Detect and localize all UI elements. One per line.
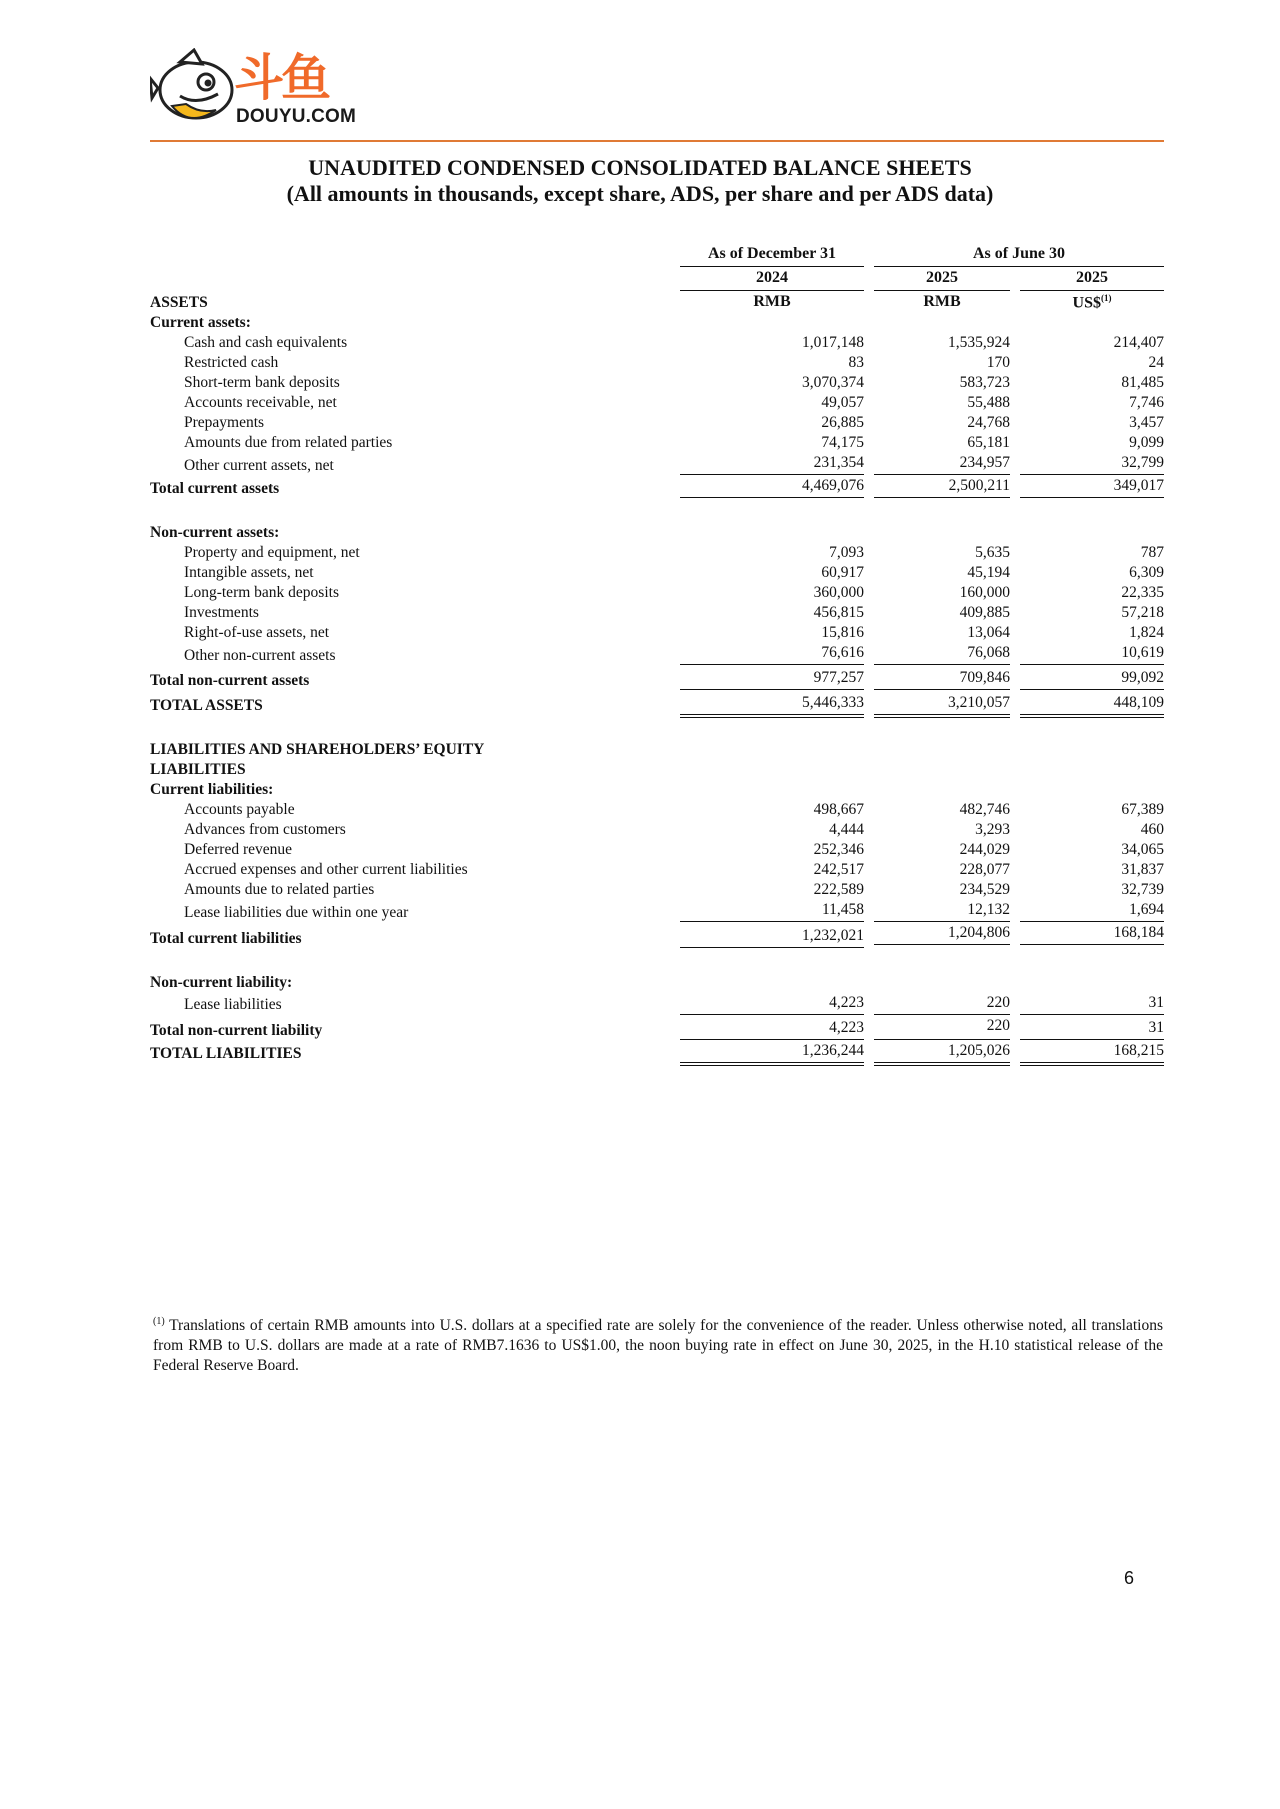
row-value: 214,407 (1113, 334, 1164, 351)
row-label: Amounts due to related parties (184, 881, 375, 898)
total-rule (680, 1039, 864, 1040)
row-value: 583,723 (959, 374, 1010, 391)
row-value: 12,132 (967, 901, 1010, 918)
row-value: 242,517 (813, 861, 864, 878)
row-value: 349,017 (1113, 477, 1164, 494)
footnote (153, 1312, 1163, 1376)
row-label: Accrued expenses and other current liabilities (184, 861, 468, 878)
row-value: 65,181 (967, 434, 1010, 451)
row-value: 32,799 (1121, 454, 1164, 471)
logo-chinese-text: 斗鱼 (234, 49, 328, 107)
row-value: 1,236,244 (802, 1042, 864, 1059)
row-value: 3,210,057 (948, 694, 1010, 711)
subtotal-rule (874, 1014, 1010, 1015)
row-value: 83 (848, 354, 864, 371)
row-label: Other non-current assets (184, 647, 336, 664)
row-value: 22,335 (1121, 584, 1164, 601)
row-value: 34,065 (1121, 841, 1164, 858)
footnote-mark: (1) (1100, 293, 1112, 303)
total-noncurrent-assets-label: Total non-current assets (150, 672, 310, 689)
row-value: 1,694 (1129, 901, 1164, 918)
row-value: 709,846 (959, 669, 1010, 686)
row-value: 3,457 (1129, 414, 1164, 431)
row-label: Lease liabilities due within one year (184, 904, 409, 921)
row-value: 160,000 (959, 584, 1010, 601)
liabilities-heading: LIABILITIES (150, 761, 246, 778)
page-title: UNAUDITED CONDENSED CONSOLIDATED BALANCE SHEETS (308, 155, 972, 180)
header-rule (874, 266, 1164, 267)
subtotal-rule (874, 474, 1010, 475)
total-rule (1020, 689, 1164, 690)
total-rule (874, 689, 1010, 690)
row-value: 409,885 (959, 604, 1010, 621)
subtotal-rule (680, 1014, 864, 1015)
row-label: Short-term bank deposits (184, 374, 340, 391)
row-value: 49,057 (821, 394, 864, 411)
row-value: 4,223 (829, 1019, 864, 1036)
row-value: 76,068 (967, 644, 1010, 661)
total-rule (1020, 944, 1164, 945)
noncurrent-assets-heading: Non-current assets: (150, 524, 280, 541)
row-label: Prepayments (184, 414, 265, 431)
col-currency-3 (1020, 293, 1164, 312)
total-noncurrent-liability-label: Total non-current liability (150, 1022, 323, 1039)
row-value: 244,029 (959, 841, 1010, 858)
total-rule (1020, 497, 1164, 498)
row-value: 220 (986, 994, 1010, 1011)
row-value: 57,218 (1121, 604, 1164, 621)
row-value: 228,077 (959, 861, 1010, 878)
row-value: 6,309 (1129, 564, 1164, 581)
current-assets-heading: Current assets: (150, 314, 251, 331)
row-value: 2,500,211 (948, 477, 1010, 494)
row-label: Right-of-use assets, net (184, 624, 330, 641)
subtotal-rule (680, 921, 864, 922)
total-rule (680, 497, 864, 498)
noncurrent-liability-heading: Non-current liability: (150, 974, 293, 991)
row-value: 11,458 (821, 901, 864, 918)
row-value: 222,589 (813, 881, 864, 898)
row-value: 456,815 (813, 604, 864, 621)
row-value: 15,816 (821, 624, 864, 641)
row-value: 3,070,374 (802, 374, 864, 391)
logo-english-text: DOUYU.COM (236, 106, 357, 127)
row-value: 24 (1148, 354, 1164, 371)
fish-mascot-icon (150, 48, 242, 130)
row-label: Investments (184, 604, 259, 621)
douyu-logo (150, 48, 370, 130)
footnote-text: Translations of certain RMB amounts into U.S. dollars at a specified rate are solely for the convenience of the reader. Unless otherwise noted, all translations from RMB to U.S. dollars are made at a rate of RMB7.1636 to US$1.00, the noon buying rate in effect on June 30, 2025, in the H.10 statistical release of the Federal Reserve Board. (153, 1317, 1163, 1375)
double-rule (1020, 1065, 1164, 1066)
row-value: 74,175 (821, 434, 864, 451)
double-rule (874, 1062, 1010, 1063)
row-value: 460 (1140, 821, 1164, 838)
col-currency-2: RMB (923, 293, 961, 310)
header-rule (1020, 290, 1164, 291)
row-value: 31 (1148, 994, 1164, 1011)
page-subtitle: (All amounts in thousands, except share, ADS, per share and per ADS data) (286, 181, 994, 206)
header-rule (680, 290, 864, 291)
double-rule (1020, 714, 1164, 715)
total-assets-label: TOTAL ASSETS (150, 697, 263, 714)
row-value: 168,215 (1113, 1042, 1164, 1059)
double-rule (1020, 717, 1164, 718)
total-rule (680, 947, 864, 948)
row-value: 482,746 (959, 801, 1010, 818)
row-label: Accounts payable (184, 801, 295, 818)
subtotal-rule (1020, 921, 1164, 922)
col-year-3: 2025 (1076, 269, 1108, 286)
header-rule (680, 266, 864, 267)
liabilities-equity-heading: LIABILITIES AND SHAREHOLDERS’ EQUITY (150, 741, 485, 758)
row-label: Cash and cash equivalents (184, 334, 348, 351)
row-value: 10,619 (1121, 644, 1164, 661)
assets-heading: ASSETS (150, 294, 208, 311)
row-value: 76,616 (821, 644, 864, 661)
total-current-assets-label: Total current assets (150, 480, 280, 497)
row-value: 5,635 (975, 544, 1010, 561)
row-value: 13,064 (967, 624, 1010, 641)
total-rule (874, 497, 1010, 498)
row-value: 7,093 (829, 544, 864, 561)
row-value: 31,837 (1121, 861, 1164, 878)
row-value: 24,768 (967, 414, 1010, 431)
row-value: 1,824 (1129, 624, 1164, 641)
row-value: 4,223 (829, 994, 864, 1011)
double-rule (1020, 1062, 1164, 1063)
row-value: 1,205,026 (948, 1042, 1010, 1059)
row-value: 55,488 (967, 394, 1010, 411)
double-rule (874, 1065, 1010, 1066)
row-value: 45,194 (967, 564, 1010, 581)
total-liabilities-label: TOTAL LIABILITIES (150, 1045, 302, 1062)
currency-usd: US$ (1072, 294, 1101, 312)
row-label: Long-term bank deposits (184, 584, 339, 601)
double-rule (680, 1062, 864, 1063)
row-value: 787 (1140, 544, 1164, 561)
col-year-2: 2025 (926, 269, 958, 286)
row-value: 81,485 (1121, 374, 1164, 391)
total-rule (874, 944, 1010, 945)
row-value: 168,184 (1113, 924, 1164, 941)
total-rule (874, 1039, 1010, 1040)
row-label: Advances from customers (184, 821, 346, 838)
row-value: 99,092 (1121, 669, 1164, 686)
row-value: 4,444 (829, 821, 864, 838)
row-value: 67,389 (1121, 801, 1164, 818)
subtotal-rule (1020, 1014, 1164, 1015)
row-value: 5,446,333 (802, 694, 864, 711)
row-value: 32,739 (1121, 881, 1164, 898)
row-value: 977,257 (813, 669, 864, 686)
row-value: 1,017,148 (802, 334, 864, 351)
header-divider (150, 140, 1164, 142)
page-number: 6 (1124, 1568, 1135, 1588)
row-value: 170 (986, 354, 1010, 371)
row-label: Accounts receivable, net (184, 394, 337, 411)
row-value: 231,354 (813, 454, 864, 471)
row-value: 1,535,924 (948, 334, 1010, 351)
subtotal-rule (1020, 664, 1164, 665)
row-label: Amounts due from related parties (184, 434, 393, 451)
double-rule (680, 714, 864, 715)
row-value: 220 (986, 1017, 1010, 1034)
row-label: Restricted cash (184, 354, 279, 371)
total-rule (1020, 1039, 1164, 1040)
row-label: Lease liabilities (184, 996, 282, 1013)
row-label: Deferred revenue (184, 841, 292, 858)
row-value: 3,293 (975, 821, 1010, 838)
row-label: Other current assets, net (184, 457, 334, 474)
double-rule (874, 714, 1010, 715)
footnote-mark: (1) (153, 1316, 165, 1327)
row-value: 360,000 (813, 584, 864, 601)
row-value: 234,529 (959, 881, 1010, 898)
row-value: 9,099 (1129, 434, 1164, 451)
row-label: Property and equipment, net (184, 544, 360, 561)
row-value: 1,204,806 (948, 924, 1010, 941)
col-group-june: As of June 30 (972, 245, 1065, 262)
current-liabilities-heading: Current liabilities: (150, 781, 274, 798)
total-rule (680, 689, 864, 690)
row-value: 26,885 (821, 414, 864, 431)
row-value: 7,746 (1129, 394, 1164, 411)
header-rule (874, 290, 1010, 291)
col-group-december: As of December 31 (707, 245, 837, 262)
row-label: Intangible assets, net (184, 564, 314, 581)
col-currency-1: RMB (753, 293, 791, 310)
row-value: 31 (1148, 1019, 1164, 1036)
row-value: 60,917 (821, 564, 864, 581)
row-value: 498,667 (813, 801, 864, 818)
row-value: 252,346 (813, 841, 864, 858)
double-rule (680, 1065, 864, 1066)
subtotal-rule (680, 664, 864, 665)
col-year-1: 2024 (756, 269, 788, 286)
row-value: 4,469,076 (802, 477, 864, 494)
subtotal-rule (1020, 474, 1164, 475)
double-rule (874, 717, 1010, 718)
double-rule (680, 717, 864, 718)
row-value: 234,957 (959, 454, 1010, 471)
subtotal-rule (874, 664, 1010, 665)
total-current-liabilities-label: Total current liabilities (150, 930, 302, 947)
row-value: 1,232,021 (802, 927, 864, 944)
subtotal-rule (680, 474, 864, 475)
row-value: 448,109 (1113, 694, 1164, 711)
subtotal-rule (874, 921, 1010, 922)
